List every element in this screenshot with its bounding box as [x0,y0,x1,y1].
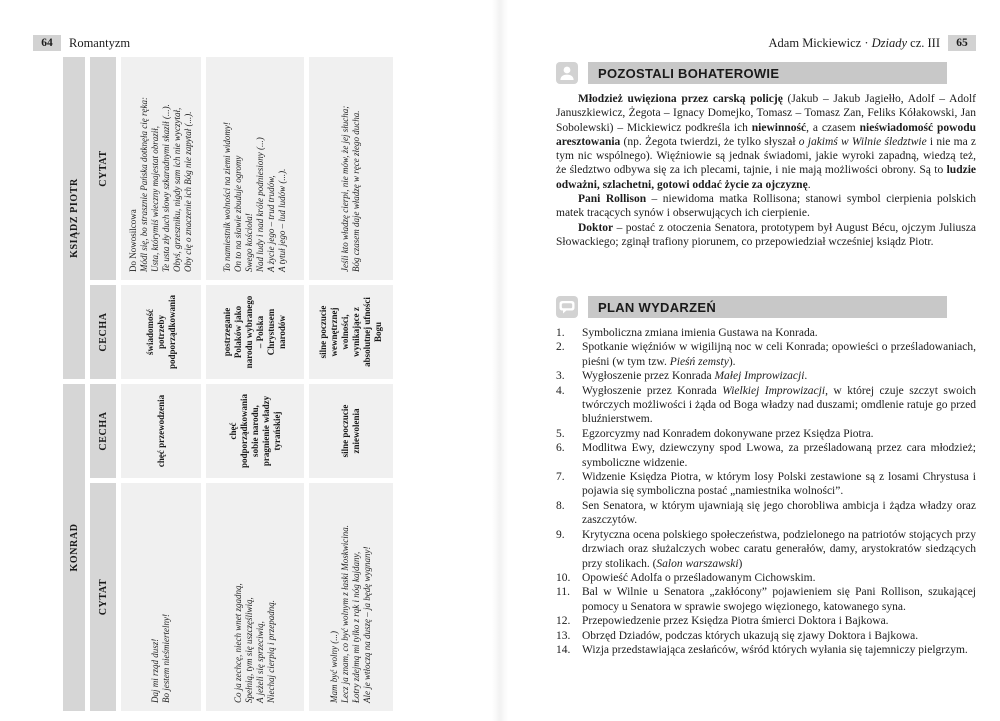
section-title-bohaterowie: POZOSTALI BOHATEROWIE [588,62,947,84]
plan-item-text: Krytyczna ocena polskiego społeczeństwa, podzielonego na patriotów stojących przy drzwiach oraz służalczych wobec caratu generałów, damy, arystokratów siedzących przy stolikach. (Salon warszawski) [582,528,976,570]
plan-item-number: 5. [556,427,565,440]
plan-item-number: 9. [556,528,565,541]
plan-item-text: Opowieść Adolfa o prześladowanym Cichowskim. [582,571,816,584]
plan-item [556,369,976,383]
table-subheader-piotr-cecha: CECHA [90,285,116,379]
plan-item-number: 4. [556,384,565,397]
plan-item [556,326,976,340]
plan-item [556,340,976,369]
running-head-right [769,35,976,51]
table-header-konrad: KONRAD [63,384,85,711]
comparison-table [63,56,393,711]
plan-list [556,326,976,657]
plan-item-number: 12. [556,615,571,628]
plan-item-text: Obrzęd Dziadów, podczas których ukazują się zjawy Doktora i Bajkowa. [582,629,919,642]
plan-item-text: Bal w Wilnie u Senatora „zakłócony” pojawieniem się Pani Rollison, szukającej pomocy u Senatora w sprawie swojego więzionego, katowanego syna. [582,586,976,613]
table-header-ksiadz-piotr: KSIĄDZ PIOTR [63,57,85,379]
plan-item-number: 1. [556,327,565,339]
running-head-right-label: Adam Mickiewicz · Dziady cz. III [768,35,940,50]
section-header-bohaterowie [556,62,976,84]
table-subheader-piotr-cytat: CYTAT [90,57,116,280]
plan-item-number: 6. [556,442,565,455]
rotated-table-container [63,56,393,711]
paragraph: Doktor – postać z otoczenia Senatora, prototypem był August Bécu, ojczym Juliusza Słowackiego; zginął trafiony piorunem, co przepowiedział wcześniej ksiądz Piotr. [556,221,976,248]
plan-item-number: 10. [556,571,571,584]
plan-item [556,643,976,657]
piotr-cytat-row1: Do Nowosilcowa Módl się, bo strasznie Pańska dotknęła cię ręka: Usta, którymiś wieczny majestat obraził, Te usta zły duch słowy szkaradnymi skaził (...). Obyś, grzeszniku, nigdy sam ich nie wyczytał, Oby cię o znaczenie ich Bóg nie zapytał (...). [121,57,201,280]
plan-item [556,384,976,427]
plan-item-number: 3. [556,370,565,383]
running-head-left-label: Romantyzm [69,35,131,50]
plan-item [556,629,976,643]
plan-item-text: Wygłoszenie przez Konrada Wielkiej Improwizacji, w której czuje szczyt swoich twórczych możliwości i żąda od Boga władzy nad duszami; omdlenie ratuje go przed bluźnierstwem. [582,384,977,426]
piotr-cytat-row2: To namiestnik wolności na ziemi widomy! On to na sławie zbuduje ogromy Swego kościoła! Nad ludy i nad króle podniesiony (...) A życie jego – trud trudów, A tytuł jego – lud ludów (...). [206,57,304,280]
konrad-cecha-row3: silne poczucie zniewolenia [309,384,393,478]
paragraph: Pani Rollison – niewidoma matka Rollisona; stanowi symbol cierpienia polskich matek tracących synów i obserwujących ich cierpienie. [556,193,976,220]
plan-item-text: Symboliczna zmiana imienia Gustawa na Konrada. [582,327,818,339]
table-subheader-konrad-cecha: CECHA [90,384,116,478]
plan-item [556,499,976,528]
piotr-cytat-row3: Jeśli kto władzę cierpi, nie mów, że jej słucha; Bóg czasem daje władzę w ręce złego ducha. [309,57,393,280]
plan-item-number: 2. [556,341,565,354]
plan-item [556,614,976,628]
plan-item-text: Wizja przedstawiająca zesłańców, wśród których wyłania się tajemniczy pielgrzym. [582,643,968,656]
plan-item-number: 8. [556,499,565,512]
plan-item-number: 7. [556,471,565,484]
plan-item-number: 13. [556,629,571,642]
section-title-plan: PLAN WYDARZEŃ [588,296,947,318]
plan-item-text: Widzenie Księdza Piotra, w którym losy Polski zestawione są z losami Chrystusa i pojawia się symboliczna postać „namiestnika wolności”. [582,471,976,498]
page-gutter [492,0,508,721]
plan-item-text: Egzorcyzmy nad Konradem dokonywane przez Księdza Piotra. [582,427,874,440]
plan-item-text: Modlitwa Ewy, dziewczyny spod Lwowa, za prześladowaną przez cara młodzież; symboliczne widzenie. [582,442,976,469]
plan-item-text: Spotkanie więźniów w wigilijną noc w celi Konrada; opowieści o prześladowaniach, pieśni (w tym tzw. Pieśń zemsty). [582,341,976,368]
paragraph: Młodzież uwięziona przez carską policję (Jakub – Jakub Jagiełło, Adolf – Adolf Januszkiewicz, Żegota – Ignacy Domejko, Tomasz – Tomasz Zan, Feliks Kółakowski, Jan Sobolewski) – Mickiewicz podkreśla ich niewinność, a czasem nieświadomość powodu aresztowania (np. Żegota twierdzi, że tylko słyszał o jakimś w Wilnie śledztwie i nie ma z tym nic wspólnego). Więźniowie są jednak świadomi, jakie wyroki zapadną, wiedzą też, że śledztwo odbywa się za ich plecami, tajnie, i nie mają możliwości obrony. Są to ludzie odważni, szlachetni, gotowi oddać życie za ojczyznę. [556,93,977,191]
bohaterowie-paragraphs [556,92,976,249]
plan-item-number: 14. [556,643,571,656]
piotr-cecha-row1: świadomość potrzeby podporządkowania [121,285,201,379]
plan-item-text: Wygłoszenie przez Konrada Małej Improwizacji. [582,370,808,383]
plan-item [556,585,976,614]
piotr-cecha-row3: silne poczucie wewnętrznej wolności, wynikające z absolutnej ufności Bogu [309,285,393,379]
person-icon [556,62,578,84]
page-number-left: 64 [33,35,61,51]
plan-item-text: Sen Senatora, w którym ujawniają się jego chorobliwa ambicja i żądza władzy oraz zaszczytów. [582,499,976,527]
plan-item-number: 11. [556,586,570,599]
konrad-cytat-row2: Co ja zechcę, niech wnet zgadną, Spełnią, tym się uszczęśliwią, A jeżeli się sprzeciwią, Niechaj cierpią i przepadną. [206,483,304,711]
konrad-cecha-row1: chęć przewodzenia [121,384,201,478]
plan-item [556,427,976,441]
section-header-plan [556,296,976,318]
plan-item [556,470,976,499]
plan-item-text: Przepowiedzenie przez Księdza Piotra śmierci Doktora i Bajkowa. [582,615,889,628]
running-head-left [33,35,130,51]
plan-item [556,571,976,585]
table-subheader-konrad-cytat: CYTAT [90,483,116,711]
piotr-cecha-row2: postrzeganie Polaków jako narodu wybranego – Polska Chrystusem narodów [206,285,304,379]
plan-item [556,441,976,470]
speech-bubble-icon [556,296,578,318]
page-number-right: 65 [948,35,976,51]
konrad-cytat-row3: Mam być wolny (...) Lecz ja znam, co być wolnym z łaski Moskwicina. Łotry zdejmą mi tylko z rąk i nóg kajdany, Ale je wtłoczą na duszę – ja będę wygnany! [309,483,393,711]
konrad-cytat-row1: Daj mi rząd dusz! Bo jestem nieśmiertelny! [121,483,201,711]
plan-item [556,528,976,571]
konrad-cecha-row2: chęć podporządkowania sobie narodu, pragnienie władzy tyrańskiej [206,384,304,478]
